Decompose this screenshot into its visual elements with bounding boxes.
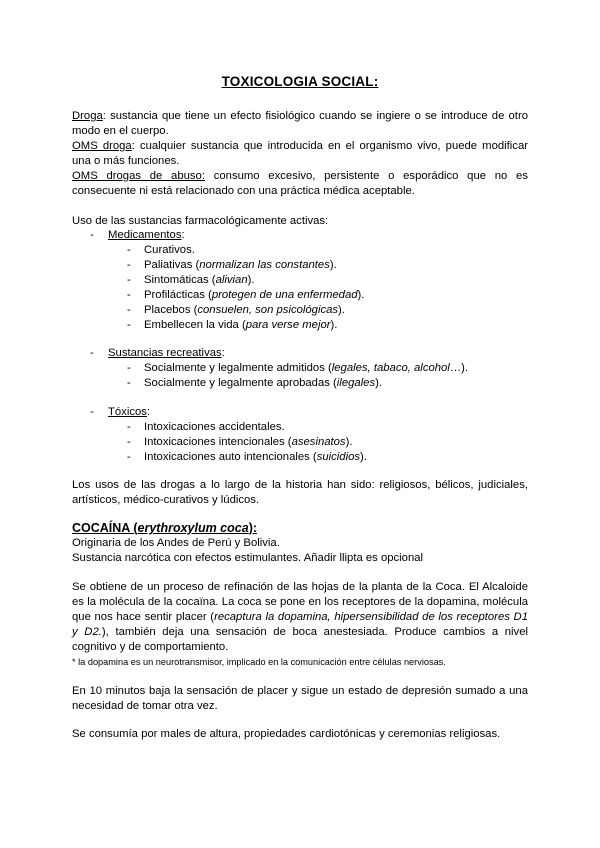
definition-oms-drogas-abuso (72, 169, 528, 199)
definition-term: Droga (72, 110, 103, 122)
definition-text: sustancia que tiene un efecto fisiológico cuando se ingiere o se introduce de otro modo en el cuerpo. (72, 110, 528, 137)
cocaine-origin: Originaria de los Andes de Perú y Bolivia. (72, 537, 280, 549)
bullet-dash: - (127, 244, 131, 256)
document-page: TOXICOLOGIA SOCIAL: Droga: sustancia que tiene un efecto fisiológico cuando se ingiere o se introduce de otro modo en el cuerpo. OMS droga: cualquier sustancia que introducida en el organismo vivo, puede modificar una o más funciones. OMS drogas de abuso: consumo excesivo, persistente o esporádico que no es consecuente ni está relacionado con una práctica médica aceptable. Uso de las sustancias farmacológicamente activas: - Medicamentos: - Curativos. - Paliativas (normalizan las constantes). - Sintomáticas (alivian). - Profilácticas (protegen de una enfermedad). - Placebos (consuelen, son psicológicas). - Embellecen la vida (para verse mejor). - Sustancias recreativas: - Socialmente y legalmente admitidos (legales, tabaco, alcohol…). - Socialmente y legalmente aprobadas (ilegales). - Tóxicos: - Intoxicaciones accidentales. - Intoxicaciones intencionales (asesinatos). - Intoxicaciones auto intencionales (suicidios). Los usos de las drogas a lo largo de la historia han sido: religiosos, bélicos, judiciales, artísticos, médico-curativos y lúdicos. COCAÍNA (erythroxylum coca): Originaria de los Andes de Perú y Bolivia. Sustancia narcótica con efectos estimulantes. Añadir llipta es opcional Se obtiene de un proceso de refinación de las hojas de la planta de la Coca. El Alcaloide es la molécula de la cocaïna. La coca se pone en los receptores de la dopamina, molécula que nos hace sentir placer (recaptura la dopamina, hipersensibilidad de los receptores D1 y D2.), también deja una sensación de boca anestesiada. Produce cambios a nivel cognitivo y de comportamiento. * la dopamina es un neurotransmisor, implicado en la comunicación entre células nerviosas. En 10 minutos baja la sensación de placer y sigue un estado de depresión sumado a una necesidad de tomar otra vez. Se consumía por males de altura, propiedades cardiotónicas y ceremonias religiosas. (0, 0, 600, 848)
page-title: TOXICOLOGIA SOCIAL: (221, 74, 379, 89)
definition-text: consumo excesivo, persistente o esporádico que no es consecuente ni está relacionado con una práctica médica aceptable. (72, 170, 528, 197)
cocaine-process: Se obtiene de un proceso de refinación de las hojas de la planta de la Coca. El Alcaloide es la molécula de la cocaïna. La coca se pone en los receptores de la dopamina, molécula que nos hace sentir placer (recaptura la dopamina, hipersensibilidad de los receptores D1 y D2.), también deja una sensación de boca anestesiada. Produce cambios a nivel cognitivo y de comportamiento. (72, 581, 528, 653)
bullet-dash: - (127, 274, 131, 286)
bullet-dash: - (127, 451, 131, 463)
definition-text: cualquier sustancia que introducida en el organismo vivo, puede modificar una o más funciones. (72, 140, 528, 167)
bullet-dash: - (90, 229, 94, 241)
cocaine-effects: En 10 minutos baja la sensación de placer y sigue un estado de depresión sumado a una necesidad de tomar otra vez. (72, 685, 528, 712)
definition-term: OMS drogas de abuso: (72, 170, 205, 182)
definition-separator: : (131, 140, 135, 152)
definition-oms-droga (72, 139, 528, 169)
cocaine-consumption: Se consumía por males de altura, propiedades cardiotónicas y ceremonias religiosas. (72, 728, 501, 740)
bullet-dash: - (127, 421, 131, 433)
uses-intro: Uso de las sustancias farmacológicamente activas: (72, 215, 329, 227)
bullet-dash: - (127, 304, 131, 316)
cocaine-description: Sustancia narcótica con efectos estimulantes. Añadir llipta es opcional (72, 552, 424, 564)
bullet-dash: - (127, 289, 131, 301)
footnote: * la dopamina es un neurotransmisor, implicado en la comunicación entre células nerviosas. (72, 657, 446, 667)
group-label: Tóxicos: (108, 406, 151, 418)
history-paragraph: Los usos de las drogas a lo largo de la historia han sido: religiosos, bélicos, judiciales, artísticos, médico-curativos y lúdicos. (72, 479, 528, 506)
definition-separator: : (102, 110, 106, 122)
group-label: Medicamentos: (108, 229, 185, 241)
bullet-dash: - (90, 347, 94, 359)
cocaine-heading: COCAÍNA (erythroxylum coca): (72, 521, 258, 535)
bullet-dash: - (127, 319, 131, 331)
definition-term: OMS droga (72, 140, 132, 152)
bullet-dash: - (127, 259, 131, 271)
bullet-dash: - (127, 436, 131, 448)
group-label: Sustancias recreativas: (108, 347, 225, 359)
definition-droga (72, 109, 528, 139)
bullet-dash: - (90, 406, 94, 418)
bullet-dash: - (127, 362, 131, 374)
bullet-dash: - (127, 377, 131, 389)
